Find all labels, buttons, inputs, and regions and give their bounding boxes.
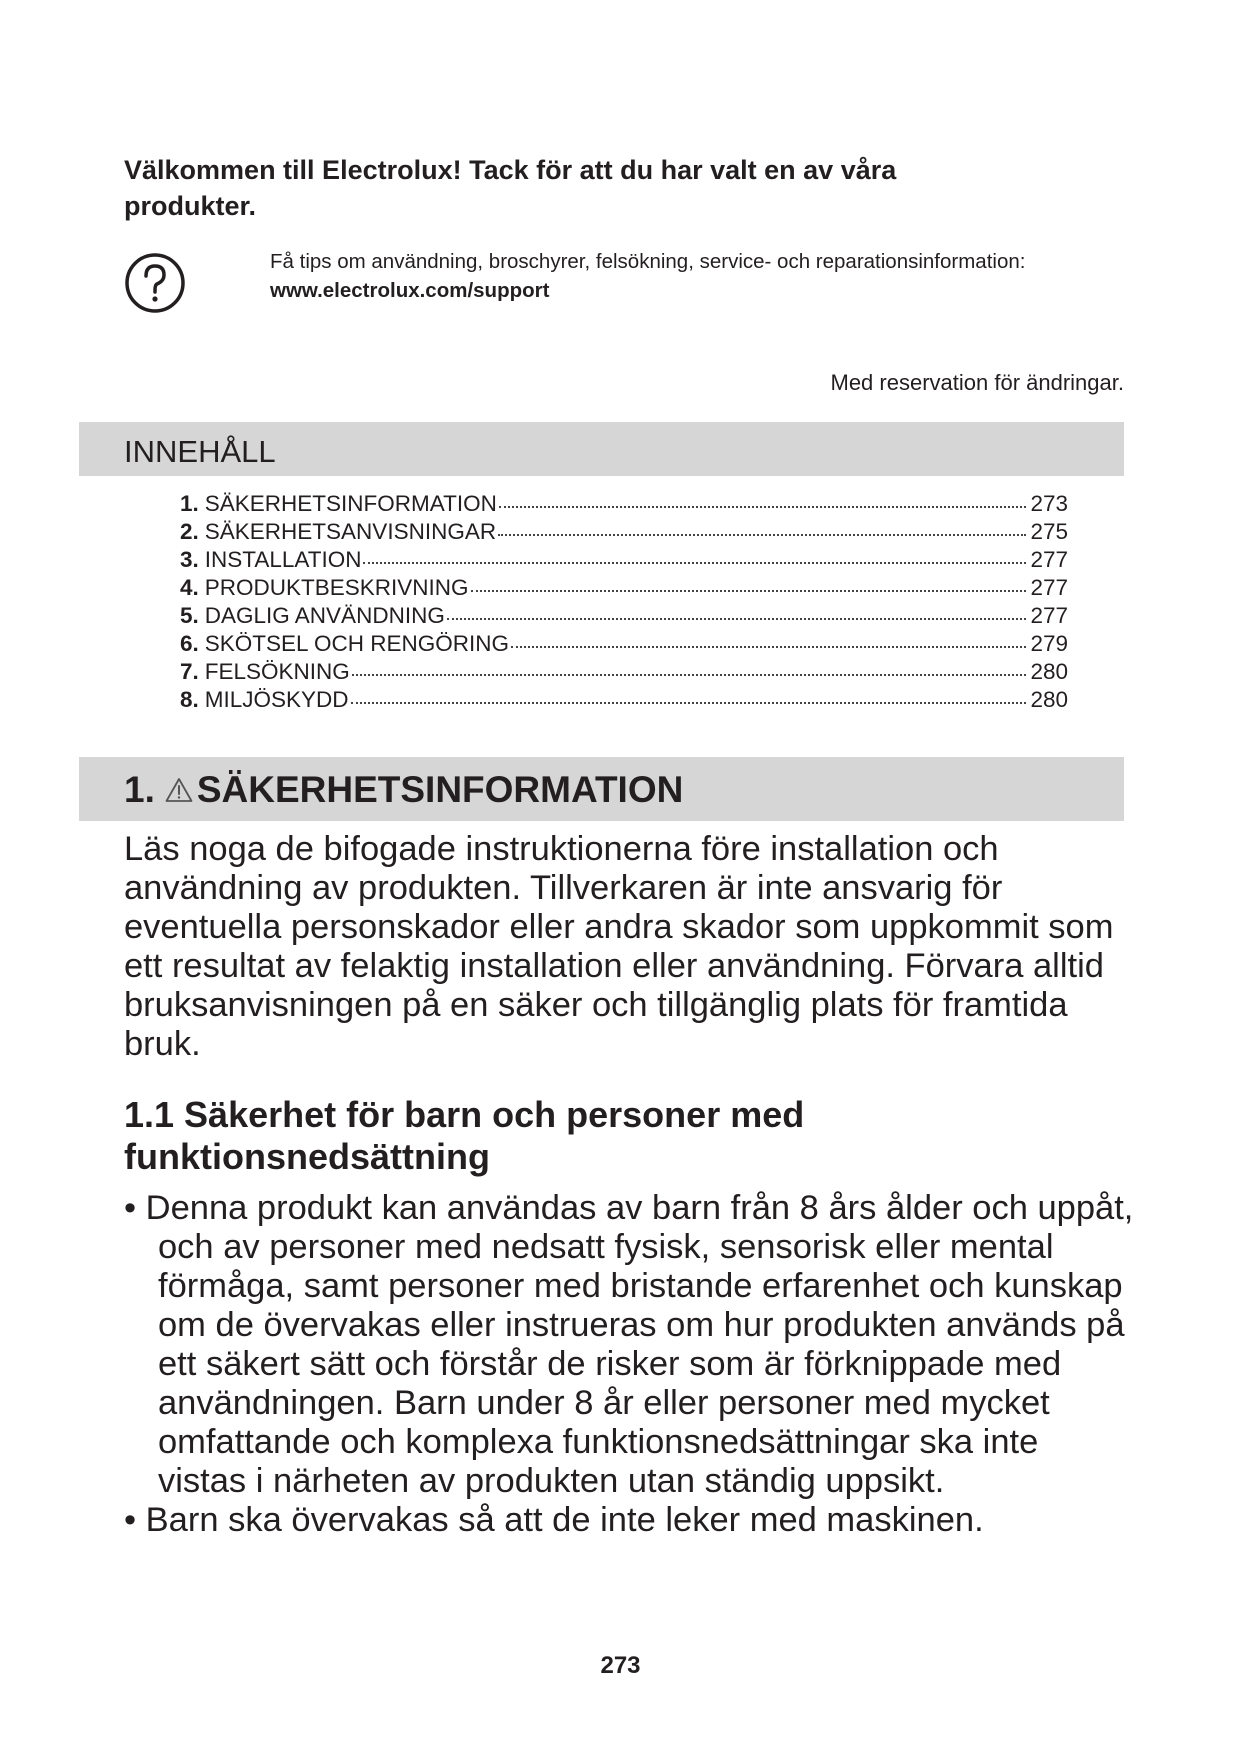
question-circle-icon [124,252,186,314]
section1-intro: Läs noga de bifogade instruktionerna före installation och användning av produkten. Tillverkaren är inte ansvarig för eventuella personskador eller andra skador som uppkommit som ett resultat av felaktig installation eller användning. Förvara alltid bruksanvisningen på en säker och tillgänglig plats för framtida bruk. [124,830,1114,1063]
toc-leader-dots [352,674,1027,676]
support-tips-text: Få tips om användning, broschyrer, felsökning, service- och reparationsinformation: [270,250,1026,273]
toc-item-page: 277 [1030,603,1068,628]
toc-item[interactable] [180,658,1068,686]
toc-leader-dots [351,702,1027,704]
toc-item[interactable] [180,518,1068,546]
toc-item-number: 7. [180,659,199,684]
support-tips [270,247,1150,305]
toc-item-title: SÄKERHETSANVISNINGAR [204,519,497,544]
toc-item-title: SKÖTSEL OCH RENGÖRING [204,631,509,656]
toc-item-page: 275 [1030,519,1068,544]
toc-item[interactable] [180,630,1068,658]
page-number: 273 [600,1652,641,1679]
toc-leader-dots [499,506,1027,508]
toc-leader-dots [498,534,1026,536]
toc-item-title: DAGLIG ANVÄNDNING [204,603,445,628]
toc-item[interactable] [180,686,1068,714]
support-url-link[interactable]: www.electrolux.com/support [270,279,550,302]
toc-item-number: 2. [180,519,199,544]
section1-title-text: SÄKERHETSINFORMATION [196,769,684,810]
toc-item-title: FELSÖKNING [204,659,350,684]
toc-leader-dots [447,618,1027,620]
warning-triangle-icon [165,777,193,803]
toc-item-title: MILJÖSKYDD [204,687,349,712]
table-of-contents [180,490,1068,714]
toc-item-number: 6. [180,631,199,656]
toc-item-title: SÄKERHETSINFORMATION [204,491,497,516]
toc-title: INNEHÅLL [124,434,276,469]
toc-item-number: 5. [180,603,199,628]
toc-item-page: 273 [1030,491,1068,516]
toc-header-bar [79,422,1124,476]
toc-item-number: 8. [180,687,199,712]
toc-item-page: 279 [1030,631,1068,656]
toc-item-number: 4. [180,575,199,600]
toc-item-title: PRODUKTBESKRIVNING [204,575,469,600]
toc-item[interactable] [180,602,1068,630]
bullet-item: • Denna produkt kan användas av barn från 8 års ålder och uppåt, och av personer med nedsatt fysisk, sensorisk eller mental förmåga, samt personer med bristande erfarenhet och kunskap om de övervakas eller instrueras om hur produkten används på ett säkert sätt och förstår de risker som är förknippade med användningen. Barn under 8 år eller personer med mycket omfattande och komplexa funktionsnedsättningar ska inte vistas i närheten av produkten utan ständig uppsikt. [124,1189,1134,1500]
toc-item-page: 280 [1030,687,1068,712]
section1-header-bar [79,757,1124,821]
toc-item-title: INSTALLATION [204,547,362,572]
toc-item[interactable] [180,546,1068,574]
bullet-item: • Barn ska övervakas så att de inte leker med maskinen. [124,1501,984,1539]
toc-item-page: 280 [1030,659,1068,684]
reservation-note: Med reservation för ändringar. [830,370,1124,395]
section1-number: 1. [124,769,155,810]
toc-leader-dots [511,646,1026,648]
toc-item-number: 3. [180,547,199,572]
toc-item[interactable] [180,574,1068,602]
toc-leader-dots [363,562,1026,564]
toc-item-number: 1. [180,491,199,516]
section1-1-bullets [124,1189,1134,1540]
section1-1-title: 1.1 Säkerhet för barn och personer med funktionsnedsättning [124,1094,805,1177]
section1-title [124,769,683,811]
toc-item-page: 277 [1030,575,1068,600]
welcome-heading: Välkommen till Electrolux! Tack för att du har valt en av våra produkter. [124,155,897,221]
toc-item[interactable] [180,490,1068,518]
toc-item-page: 277 [1030,547,1068,572]
toc-leader-dots [471,590,1027,592]
